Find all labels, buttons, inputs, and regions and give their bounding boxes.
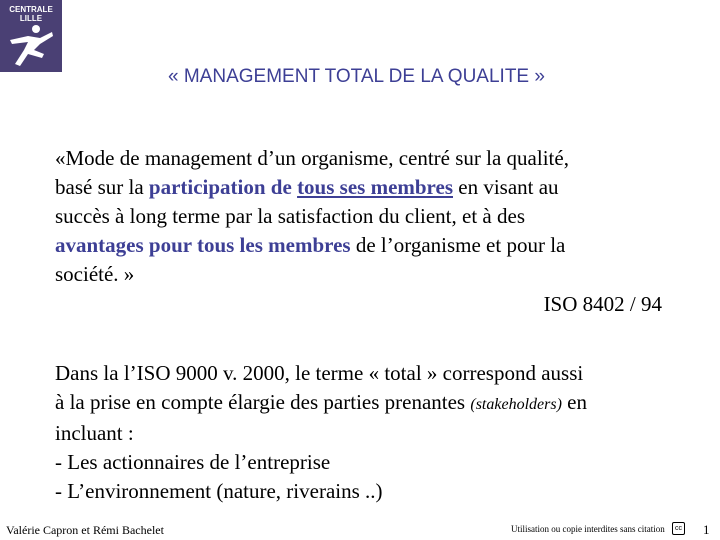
definition-line-5: société. » — [55, 262, 135, 286]
iso2000-paragraph — [55, 359, 685, 506]
definition-line-1: «Mode de management d’un organisme, centré sur la qualité, — [55, 146, 569, 170]
iso2000-line-2 — [55, 388, 685, 419]
page-title: « MANAGEMENT TOTAL DE LA QUALITE » — [168, 66, 545, 87]
iso2000-line-1: Dans la l’ISO 9000 v. 2000, le terme « total » correspond aussi — [55, 361, 584, 385]
definition-paragraph — [55, 144, 675, 289]
footer-authors: Valérie Capron et Rémi Bachelet — [6, 523, 164, 537]
definition-line-3: succès à long terme par la satisfaction du client, et à des — [55, 204, 525, 228]
page-number: 1 — [703, 522, 710, 537]
logo-line1: CENTRALE — [9, 5, 53, 14]
definition-text: basé sur la — [55, 175, 149, 199]
definition-text: en visant au — [453, 175, 559, 199]
definition-text: de l’organisme et pour la — [350, 233, 566, 257]
stakeholders-term: (stakeholders) — [470, 396, 562, 413]
logo-text — [0, 5, 62, 23]
cc-icon: cc — [672, 522, 685, 535]
iso2000-text: en — [561, 390, 587, 414]
runner-icon — [6, 24, 56, 68]
footer-notice: Utilisation ou copie interdites sans citation — [511, 524, 665, 534]
centrale-lille-logo — [0, 0, 62, 72]
list-item: - Les actionnaires de l’entreprise — [55, 450, 331, 474]
iso2000-line-3: incluant : — [55, 421, 134, 445]
highlight-benefits: avantages pour tous les membres — [55, 233, 351, 257]
definition-line-2 — [55, 173, 675, 202]
definition-line-4 — [55, 231, 675, 260]
highlight-all-members: tous ses membres — [297, 175, 453, 199]
logo-line2: LILLE — [19, 14, 43, 23]
iso-reference: ISO 8402 / 94 — [543, 292, 662, 316]
highlight-participation: participation de — [148, 175, 298, 199]
list-item: - L’environnement (nature, riverains ..) — [55, 479, 383, 503]
iso2000-text: à la prise en compte élargie des parties prenantes — [55, 390, 471, 414]
